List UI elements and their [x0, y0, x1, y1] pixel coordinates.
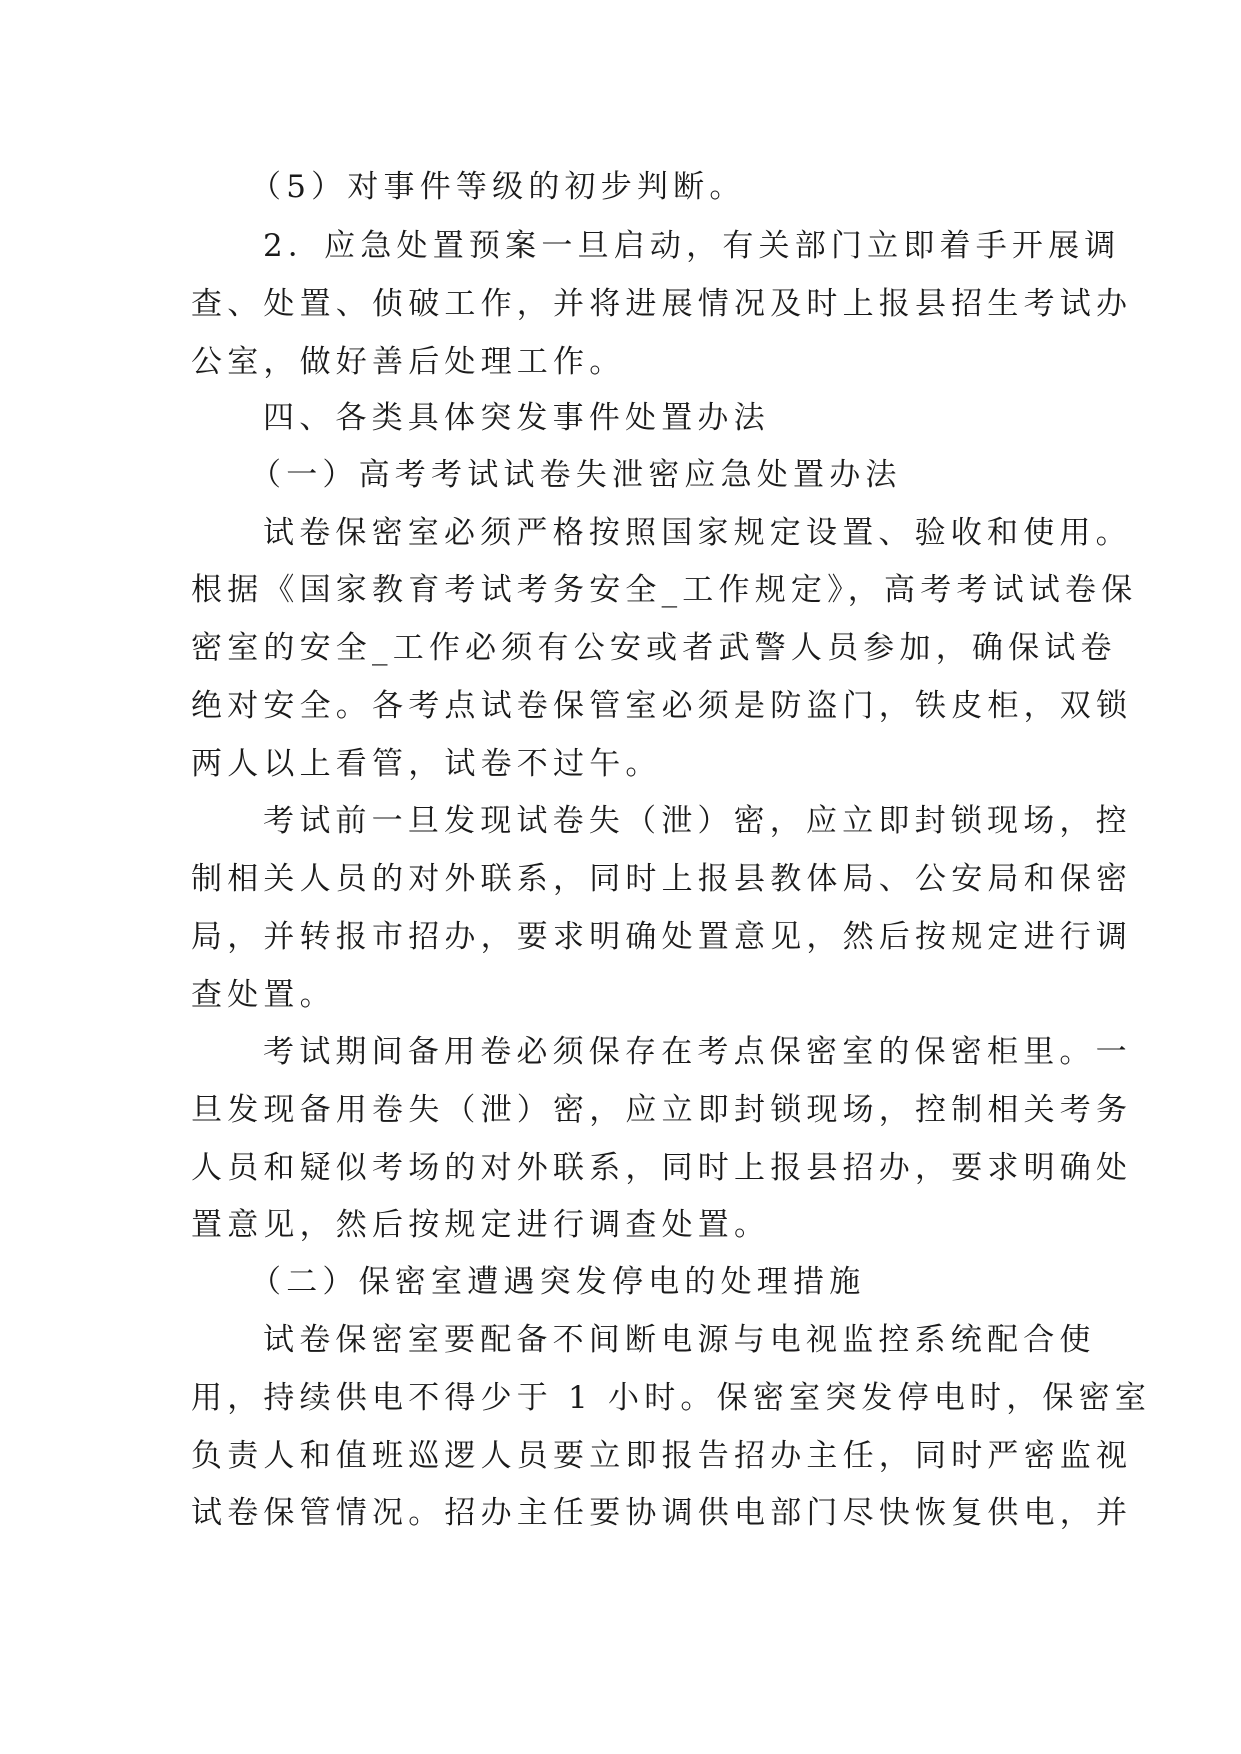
- text-line: 局，并转报市招办，要求明确处置意见，然后按规定进行调: [191, 919, 1133, 955]
- text-line-subitem-5: （5）对事件等级的初步判断。: [250, 169, 746, 205]
- text-line: 制相关人员的对外联系，同时上报县教体局、公安局和保密: [191, 861, 1133, 897]
- text-line-paragraph-start: 考试期间备用卷必须保存在考点保密室的保密柜里。一: [263, 1034, 1132, 1070]
- text-line: 查处置。: [191, 977, 336, 1013]
- text-line: 查、处置、侦破工作，并将进展情况及时上报县招生考试办: [191, 286, 1133, 322]
- text-line: 人员和疑似考场的对外联系，同时上报县招办，要求明确处: [191, 1150, 1133, 1186]
- subsection-heading-1: （一）高考考试试卷失泄密应急处置办法: [250, 457, 902, 493]
- text-line: 密室的安全_工作必须有公安或者武警人员参加，确保试卷: [191, 630, 1117, 666]
- text-line: 公室，做好善后处理工作。: [191, 344, 626, 380]
- text-line: 用，持续供电不得少于 1 小时。保密室突发停电时，保密室: [191, 1380, 1152, 1416]
- text-line: 两人以上看管，试卷不过午。: [191, 746, 662, 782]
- section-heading-4: 四、各类具体突发事件处置办法: [263, 400, 770, 436]
- text-line: 绝对安全。各考点试卷保管室必须是防盗门，铁皮柜，双锁: [191, 688, 1133, 724]
- text-line: 负责人和值班巡逻人员要立即报告招办主任，同时严密监视: [191, 1438, 1133, 1474]
- text-line-paragraph-start: 考试前一旦发现试卷失（泄）密，应立即封锁现场，控: [263, 803, 1132, 839]
- text-line-paragraph-start: 试卷保密室要配备不间断电源与电视监控系统配合使: [263, 1322, 1096, 1358]
- text-line: 根据《国家教育考试考务安全_工作规定》，高考考试试卷保: [191, 572, 1138, 608]
- subsection-heading-2: （二）保密室遭遇突发停电的处理措施: [250, 1264, 866, 1300]
- text-line-paragraph-2-start: 2．应急处置预案一旦启动，有关部门立即着手开展调: [263, 228, 1121, 264]
- text-line: 旦发现备用卷失（泄）密，应立即封锁现场，控制相关考务: [191, 1092, 1133, 1128]
- text-line: 置意见，然后按规定进行调查处置。: [191, 1207, 771, 1243]
- text-line-paragraph-start: 试卷保密室必须严格按照国家规定设置、验收和使用。: [263, 515, 1132, 551]
- text-line: 试卷保管情况。招办主任要协调供电部门尽快恢复供电，并: [191, 1495, 1133, 1531]
